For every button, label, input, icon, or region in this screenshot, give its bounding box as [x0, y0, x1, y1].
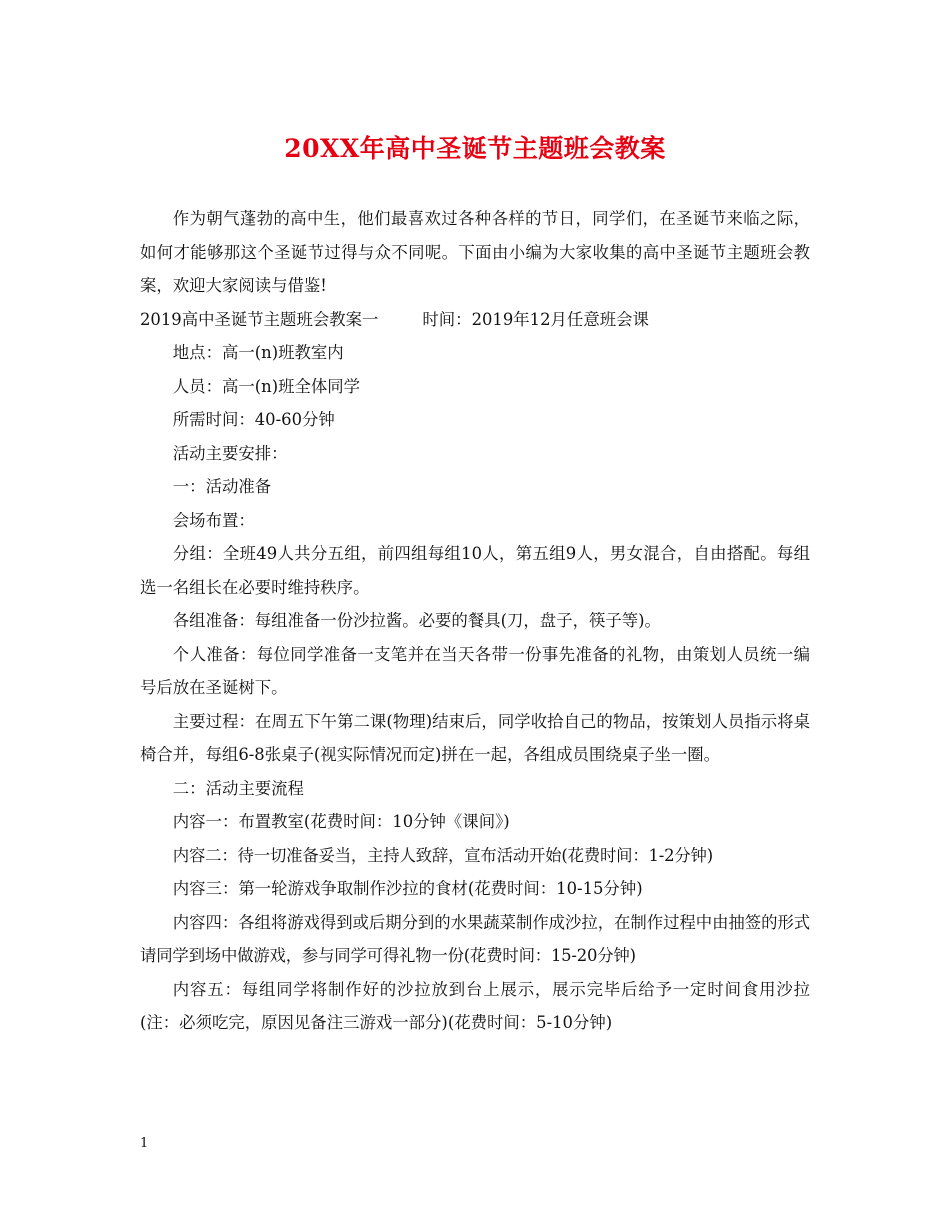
paragraph-group-preparation: 各组准备：每组准备一份沙拉酱。必要的餐具(刀，盘子，筷子等)。: [172, 611, 661, 630]
document-body: [140, 202, 810, 1040]
paragraph-content-one: 内容一：布置教室(花费时间：10分钟《课间》): [172, 812, 510, 831]
paragraph-content-four: 内容四：各组将游戏得到或后期分到的水果蔬菜制作成沙拉，在制作过程中由抽签的形式请同学到场中做游戏，参与同学可得礼物一份(花费时间：15-20分钟): [140, 912, 810, 965]
lesson-heading-line: [140, 303, 810, 337]
paragraph-personal-preparation: 个人准备：每位同学准备一支笔并在当天各带一份事先准备的礼物，由策划人员统一编号后放在圣诞树下。: [140, 644, 810, 697]
paragraph-grouping: 分组：全班49人共分五组，前四组每组10人，第五组9人，男女混合，自由搭配。每组选一名组长在必要时维持秩序。: [140, 544, 810, 597]
document-title: 20XX年高中圣诞节主题班会教案: [284, 134, 666, 163]
page-number: 1: [140, 1136, 149, 1151]
paragraph-flow-heading: 二：活动主要流程: [172, 778, 304, 798]
paragraph-duration: 所需时间：40-60分钟: [172, 410, 335, 429]
lesson-heading-title: 2019高中圣诞节主题班会教案一: [140, 309, 379, 329]
paragraph-content-two: 内容二：待一切准备妥当，主持人致辞，宣布活动开始(花费时间：1-2分钟): [172, 845, 713, 865]
intro-paragraph: 作为朝气蓬勃的高中生，他们最喜欢过各种各样的节日，同学们，在圣诞节来临之际，如何才能够那这个圣诞节过得与众不同呢。下面由小编为大家收集的高中圣诞节主题班会教案，欢迎大家阅读与借鉴!: [140, 209, 810, 295]
paragraph-arrangement: 活动主要安排：: [172, 443, 288, 463]
paragraph-participants: 人员：高一(n)班全体同学: [172, 376, 361, 396]
paragraph-main-process: 主要过程：在周五下午第二课(物理)结束后，同学收拾自己的物品，按策划人员指示将桌椅合并，每组6-8张桌子(视实际情况而定)拼在一起，各组成员围绕桌子坐一圈。: [140, 711, 810, 764]
paragraph-location: 地点：高一(n)班教室内: [172, 343, 344, 362]
paragraph-preparation: 一：活动准备: [172, 477, 272, 496]
paragraph-venue: 会场布置：: [172, 510, 255, 530]
lesson-heading-time: 时间：2019年12月任意班会课: [422, 309, 649, 329]
paragraph-content-five: 内容五：每组同学将制作好的沙拉放到台上展示，展示完毕后给予一定时间食用沙拉(注：必须吃完，原因见备注三游戏一部分)(花费时间：5-10分钟): [140, 979, 810, 1032]
paragraph-content-three: 内容三：第一轮游戏争取制作沙拉的食材(花费时间：10-15分钟): [172, 879, 643, 898]
